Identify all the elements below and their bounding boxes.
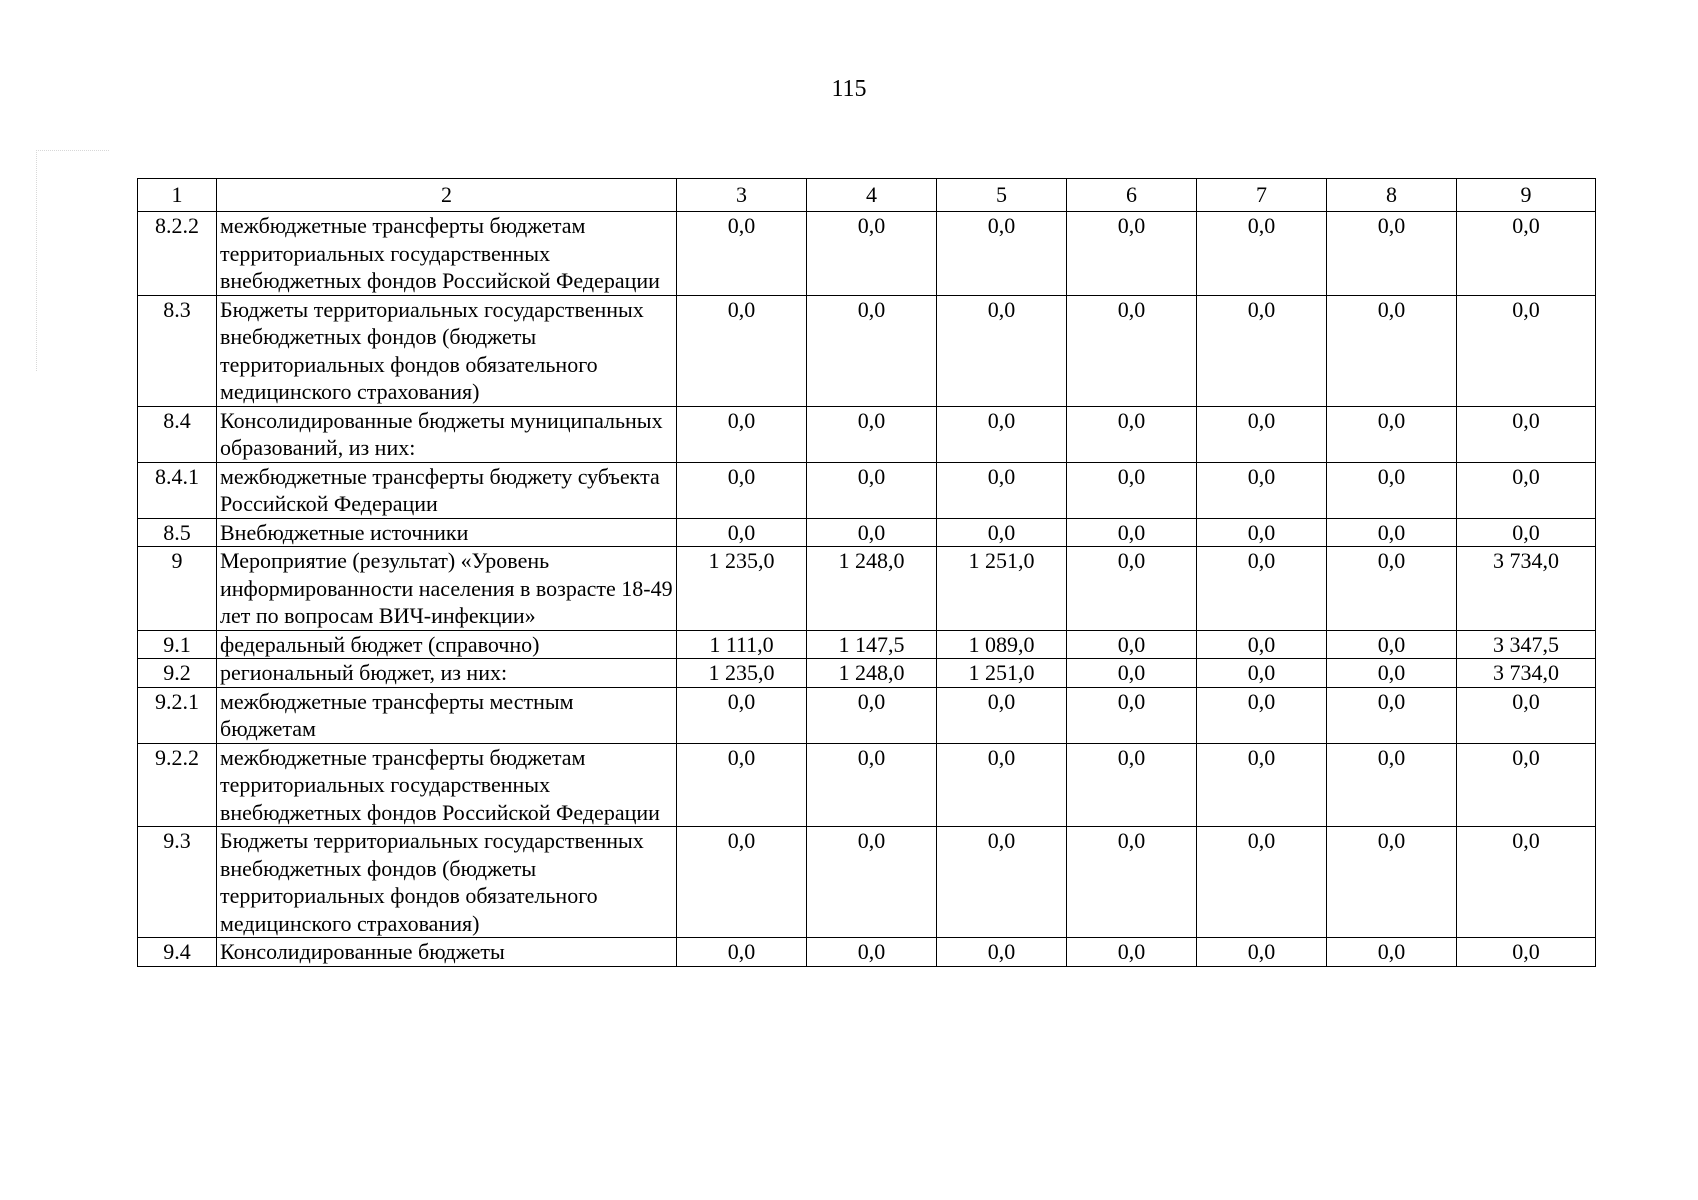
value-cell: 0,0 xyxy=(677,518,807,547)
row-name-cell: межбюджетные трансферты бюджетам территориальных государственных внебюджетных фондов Российской Федерации xyxy=(217,743,677,827)
value-cell: 0,0 xyxy=(1327,462,1457,518)
value-cell: 0,0 xyxy=(1197,547,1327,631)
value-cell: 0,0 xyxy=(807,462,937,518)
value-cell: 0,0 xyxy=(677,406,807,462)
value-cell: 1 147,5 xyxy=(807,630,937,659)
value-cell: 0,0 xyxy=(1457,938,1596,967)
value-cell: 0,0 xyxy=(1197,406,1327,462)
value-cell: 1 251,0 xyxy=(937,659,1067,688)
table-row xyxy=(138,827,1596,938)
value-cell: 0,0 xyxy=(1457,743,1596,827)
scan-artifact xyxy=(36,150,109,371)
row-name-cell: Внебюджетные источники xyxy=(217,518,677,547)
value-cell: 0,0 xyxy=(677,743,807,827)
value-cell: 0,0 xyxy=(1457,827,1596,938)
row-name-cell: Бюджеты территориальных государственных внебюджетных фондов (бюджеты территориальных фондов обязательного медицинского страхования) xyxy=(217,295,677,406)
value-cell: 0,0 xyxy=(1457,406,1596,462)
value-cell: 0,0 xyxy=(1327,659,1457,688)
row-name-cell: межбюджетные трансферты бюджету субъекта Российской Федерации xyxy=(217,462,677,518)
value-cell: 0,0 xyxy=(937,212,1067,296)
row-number-cell: 9.1 xyxy=(138,630,217,659)
row-number-cell: 9.2.1 xyxy=(138,687,217,743)
value-cell: 0,0 xyxy=(677,212,807,296)
table-row xyxy=(138,630,1596,659)
value-cell: 0,0 xyxy=(937,687,1067,743)
row-number-cell: 8.2.2 xyxy=(138,212,217,296)
row-number-cell: 9.2 xyxy=(138,659,217,688)
value-cell: 0,0 xyxy=(1067,687,1197,743)
value-cell: 1 248,0 xyxy=(807,659,937,688)
table-row xyxy=(138,295,1596,406)
page-number: 115 xyxy=(831,76,867,102)
table-row xyxy=(138,687,1596,743)
value-cell: 0,0 xyxy=(1457,212,1596,296)
value-cell: 0,0 xyxy=(1327,295,1457,406)
value-cell: 0,0 xyxy=(807,518,937,547)
row-name-cell: региональный бюджет, из них: xyxy=(217,659,677,688)
value-cell: 0,0 xyxy=(677,827,807,938)
value-cell: 0,0 xyxy=(1327,406,1457,462)
value-cell: 0,0 xyxy=(1197,295,1327,406)
value-cell: 0,0 xyxy=(937,518,1067,547)
value-cell: 0,0 xyxy=(1067,938,1197,967)
row-number-cell: 8.5 xyxy=(138,518,217,547)
value-cell: 0,0 xyxy=(1067,518,1197,547)
budget-table xyxy=(137,178,1596,967)
value-cell: 0,0 xyxy=(1457,462,1596,518)
table-row xyxy=(138,518,1596,547)
value-cell: 0,0 xyxy=(1197,462,1327,518)
header-cell: 1 xyxy=(138,179,217,212)
value-cell: 0,0 xyxy=(937,743,1067,827)
value-cell: 1 251,0 xyxy=(937,547,1067,631)
value-cell: 0,0 xyxy=(807,743,937,827)
table-row xyxy=(138,547,1596,631)
value-cell: 0,0 xyxy=(937,406,1067,462)
value-cell: 3 734,0 xyxy=(1457,547,1596,631)
row-number-cell: 8.4.1 xyxy=(138,462,217,518)
value-cell: 0,0 xyxy=(1067,406,1197,462)
value-cell: 0,0 xyxy=(1197,659,1327,688)
value-cell: 0,0 xyxy=(807,827,937,938)
value-cell: 0,0 xyxy=(1327,743,1457,827)
table-row xyxy=(138,938,1596,967)
value-cell: 0,0 xyxy=(937,827,1067,938)
row-number-cell: 8.4 xyxy=(138,406,217,462)
value-cell: 0,0 xyxy=(1067,462,1197,518)
value-cell: 1 248,0 xyxy=(807,547,937,631)
row-number-cell: 8.3 xyxy=(138,295,217,406)
value-cell: 0,0 xyxy=(1327,212,1457,296)
table-row xyxy=(138,406,1596,462)
row-name-cell: Бюджеты территориальных государственных внебюджетных фондов (бюджеты территориальных фондов обязательного медицинского страхования) xyxy=(217,827,677,938)
row-number-cell: 9.3 xyxy=(138,827,217,938)
value-cell: 0,0 xyxy=(1197,212,1327,296)
value-cell: 0,0 xyxy=(1327,938,1457,967)
value-cell: 0,0 xyxy=(1197,518,1327,547)
value-cell: 3 734,0 xyxy=(1457,659,1596,688)
value-cell: 0,0 xyxy=(1327,518,1457,547)
value-cell: 0,0 xyxy=(677,938,807,967)
row-number-cell: 9 xyxy=(138,547,217,631)
value-cell: 0,0 xyxy=(1327,547,1457,631)
row-name-cell: федеральный бюджет (справочно) xyxy=(217,630,677,659)
table-row xyxy=(138,212,1596,296)
value-cell: 0,0 xyxy=(937,938,1067,967)
row-name-cell: межбюджетные трансферты бюджетам территориальных государственных внебюджетных фондов Российской Федерации xyxy=(217,212,677,296)
row-number-cell: 9.4 xyxy=(138,938,217,967)
value-cell: 0,0 xyxy=(1067,827,1197,938)
value-cell: 0,0 xyxy=(1327,687,1457,743)
value-cell: 0,0 xyxy=(807,406,937,462)
row-name-cell: Мероприятие (результат) «Уровень информированности населения в возрасте 18-49 лет по вопросам ВИЧ-инфекции» xyxy=(217,547,677,631)
row-name-cell: Консолидированные бюджеты xyxy=(217,938,677,967)
header-cell: 6 xyxy=(1067,179,1197,212)
value-cell: 0,0 xyxy=(807,295,937,406)
value-cell: 3 347,5 xyxy=(1457,630,1596,659)
value-cell: 0,0 xyxy=(807,938,937,967)
value-cell: 0,0 xyxy=(1327,827,1457,938)
value-cell: 0,0 xyxy=(1327,630,1457,659)
value-cell: 0,0 xyxy=(1197,827,1327,938)
value-cell: 0,0 xyxy=(807,687,937,743)
value-cell: 0,0 xyxy=(1067,743,1197,827)
header-cell: 3 xyxy=(677,179,807,212)
table-row xyxy=(138,462,1596,518)
row-name-cell: Консолидированные бюджеты муниципальных образований, из них: xyxy=(217,406,677,462)
row-number-cell: 9.2.2 xyxy=(138,743,217,827)
value-cell: 0,0 xyxy=(677,295,807,406)
value-cell: 0,0 xyxy=(1067,547,1197,631)
header-cell: 8 xyxy=(1327,179,1457,212)
value-cell: 0,0 xyxy=(937,462,1067,518)
value-cell: 1 235,0 xyxy=(677,547,807,631)
table-row xyxy=(138,743,1596,827)
row-name-cell: межбюджетные трансферты местным бюджетам xyxy=(217,687,677,743)
value-cell: 0,0 xyxy=(1197,938,1327,967)
value-cell: 0,0 xyxy=(1067,295,1197,406)
value-cell: 1 235,0 xyxy=(677,659,807,688)
value-cell: 1 111,0 xyxy=(677,630,807,659)
value-cell: 0,0 xyxy=(1067,630,1197,659)
value-cell: 0,0 xyxy=(1457,295,1596,406)
value-cell: 0,0 xyxy=(937,295,1067,406)
value-cell: 0,0 xyxy=(1457,518,1596,547)
header-cell: 7 xyxy=(1197,179,1327,212)
value-cell: 0,0 xyxy=(1457,687,1596,743)
header-cell: 5 xyxy=(937,179,1067,212)
value-cell: 0,0 xyxy=(1197,687,1327,743)
value-cell: 0,0 xyxy=(677,687,807,743)
table-row xyxy=(138,659,1596,688)
header-cell: 4 xyxy=(807,179,937,212)
value-cell: 1 089,0 xyxy=(937,630,1067,659)
header-cell: 9 xyxy=(1457,179,1596,212)
value-cell: 0,0 xyxy=(1197,630,1327,659)
header-cell: 2 xyxy=(217,179,677,212)
value-cell: 0,0 xyxy=(807,212,937,296)
value-cell: 0,0 xyxy=(1197,743,1327,827)
table-header-row xyxy=(138,179,1596,212)
value-cell: 0,0 xyxy=(1067,212,1197,296)
value-cell: 0,0 xyxy=(677,462,807,518)
value-cell: 0,0 xyxy=(1067,659,1197,688)
